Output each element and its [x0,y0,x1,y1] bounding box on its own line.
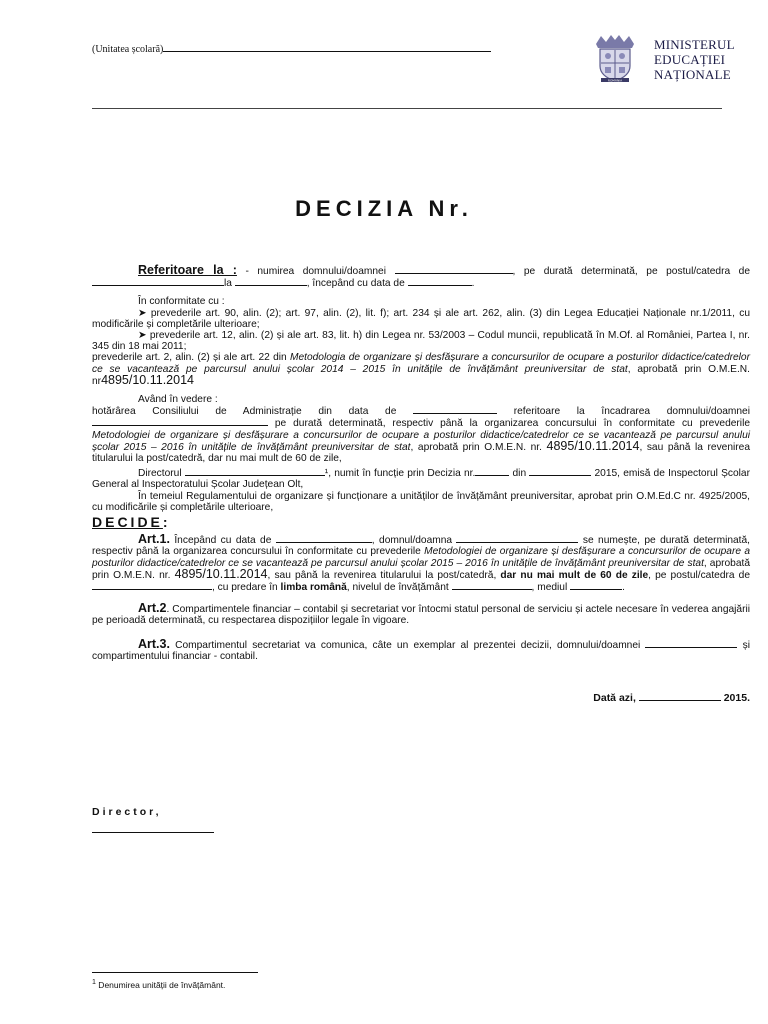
article-3: Art.3. Compartimentul secretariat va comunica, câte un exemplar al prezentei decizii, domnului/doamnei și compartimentului financiar - contabil. [92,636,751,662]
director-signature-line [92,832,214,833]
reference-paragraph: Referitoare la : - numirea domnului/doamnei , pe durată determinată, pe postul/catedra de la , începând cu data de . [92,265,750,289]
ministry-name [654,37,735,82]
name-blank [395,265,513,274]
conformitate-item-2: ➤ prevederile art. 12, alin. (2) și ale art. 83, lit. h) din Legea nr. 53/2003 – Codul muncii, republicată în M.Of. al României, Partea I, nr. 345 din 18 mai 2011; [92,330,750,353]
decision-body [92,265,750,704]
footnote-mark: 1 [92,978,96,986]
ministry-logo [592,34,735,84]
reference-label: Referitoare la : [138,263,237,277]
seal-text: ROMÂNIA [607,78,623,82]
teacher-name-blank [92,417,268,426]
start-date-blank [408,277,472,286]
decision-title: DECIZIA Nr. [295,196,473,221]
unit-label: (Unitatea școlară) [92,44,164,55]
header-divider [92,108,722,109]
unit-line [92,42,491,55]
art3-name-blank [645,639,737,648]
coat-of-arms-icon [592,34,638,82]
avand-item-1: hotărârea Consiliului de Administrație din data de referitoare la încadrarea domnului/doamnei pe durată determinată, respectiv până la organizarea concursului în conformitate cu prevederile Metodologiei de organizare și desfășurare a concursurilor de ocupare a posturilor didactice/catedrelor ce se vacantează pe parcursul anului școlar 2015 – 2016 în unitățile de învățământ preuniversitar de stat, aprobată prin O.M.E.N. nr. 4895/10.11.2014, sau până la revenirea titularului la post/catedră, dar nu mai mult de 60 de zile, [92,406,750,465]
director-label: Director, [92,806,162,818]
art1-level-blank [452,581,532,590]
art1-environment-blank [570,581,622,590]
date-blank [639,692,721,701]
decide-heading: DECIDE: [92,514,171,531]
ministry-line-1: MINISTERUL [654,37,735,52]
arrow-bullet-icon: ➤ [138,330,150,342]
conformitate-item-3: prevederile art. 2, alin. (2) și ale art. 22 din Metodologia de organizare și desfășurare a concursurilor de ocupare a posturilor didactice/catedrelor ce se vacantează pe parcursul anului școlar 2014 – 2015 în unitățile de învățământ preuniversitar de stat, aprobată prin O.M.E.N. nr4895/10.11.2014 [92,352,750,387]
avand-intro: Având în vedere : [138,394,218,406]
footnote-separator [92,972,258,973]
unit-blank [163,42,491,52]
art1-name-blank [456,534,578,543]
decision-number-blank [475,467,509,476]
footnote: $^1$ Denumirea unității de învățământ. [92,978,226,990]
avand-item-3: În temeiul Regulamentului de organizare și funcționare a unităților de învățământ preuniversitar, aprobat prin O.M.Ed.C nr. 4925/2005, cu modificările și completările ulterioare, [92,490,750,513]
conformitate-item-1: ➤ prevederile art. 90, alin. (2); art. 97, alin. (2), lit. f); art. 234 și ale art. 262, alin. (3) din Legea Educației Naționale nr.1/2011, cu modificările și completările ulterioare; [92,307,750,330]
date-line: Dată azi, 2015. [593,692,750,705]
art1-post-blank [92,581,212,590]
avand-item-2: Directorul ¹, numit în funcție prin Decizia nr. din 2015, emisă de Inspectorul Școlar General al Inspectoratului Școlar Județean Olt, [92,468,750,491]
ministry-line-2: EDUCAȚIEI [654,52,726,67]
article-1-label: Art.1. [138,532,170,547]
decision-date-blank [529,467,591,476]
article-2: Art.2. Compartimentele financiar – contabil și secretariat vor întocmi statul personal de serviciu și actele necesare în vederea angajării pe perioadă determinată, cu respectarea dispozițiilor legale în vigoare. [92,601,750,627]
article-1: Art.1. Începând cu data de , domnul/doamna se numește, pe durată determinată, respectiv până la organizarea concursului în conformitate cu prevederile Metodologiei de organizare și desfășurare a concursurilor de ocupare a posturilor didactice/catedrelor ce se vacantează pe parcursul anului școlar 2015 – 2016 în unitățile de învățământ preuniversitar de stat, aprobată prin O.M.E.N. nr. 4895/10.11.2014, sau până la revenirea titularului la post/catedră, dar nu mai mult de 60 de zile, pe postul/catedra de , cu predare în limba română, nivelul de învățământ , mediul . [92,532,751,594]
post-blank [92,277,224,286]
conformitate-intro: În conformitate cu : [138,296,225,308]
article-2-label: Art.2 [138,601,167,616]
article-3-label: Art.3. [138,636,170,651]
ministry-line-3: NAȚIONALE [654,67,731,82]
director-name-blank [185,467,325,476]
art1-date-blank [276,534,372,543]
post-blank-2 [235,277,307,286]
ca-date-blank [413,405,497,414]
arrow-bullet-icon: ➤ [138,307,151,319]
